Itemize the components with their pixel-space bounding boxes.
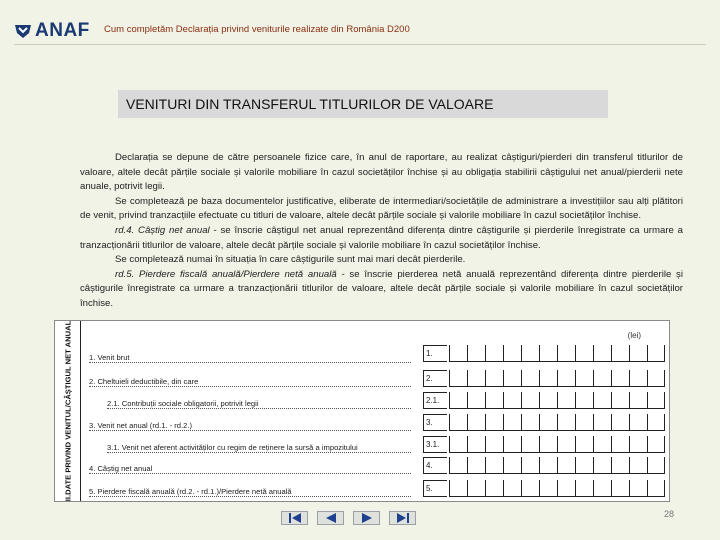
paragraph: rd.5. Pierdere fiscală anuală/Pierdere netă anuală - se înscrie pierderea netă anuală reprezentând diferența dintre pierderile și câștigurile înregistrate ca urmare a tranzacționării titlurilor de valoare, altele decât părțile sociale și valorile mobiliare în cazul societăților închise. <box>80 268 683 309</box>
form-cells <box>449 414 665 431</box>
form-cells <box>449 345 665 362</box>
last-slide-button[interactable] <box>389 511 416 525</box>
anaf-shield-icon <box>14 23 32 39</box>
paragraph: rd.4. Câștig net anual - se înscrie câștigul net anual reprezentând diferența dintre câștigurile și pierderile înregistrate ca urmare a tranzacționării titlurilor de valoare, altele decât părțile sociale și valorile mobiliare în cazul societăților închise. <box>80 224 684 251</box>
next-slide-button[interactable] <box>353 511 380 525</box>
form-cells <box>449 457 665 474</box>
previous-slide-button[interactable] <box>317 511 344 525</box>
form-cells <box>449 370 665 387</box>
paragraph-lead: rd.5. Pierdere fiscală anuală/Pierdere netă anuală <box>115 268 337 280</box>
form-image <box>54 320 670 502</box>
form-row: 4. Câștig net anual <box>89 464 411 474</box>
slide-navigation <box>281 511 416 525</box>
form-row: 3.1. Venit net aferent activităților cu regim de reținere la sursă a impozitului <box>107 443 411 453</box>
row-number: 1. <box>426 349 433 358</box>
page-number: 28 <box>664 509 675 519</box>
paragraph: Declarația se depune de către persoanele fizice care, în anul de raportare, au realizat câștiguri/pierderi din transferul titlurilor de valoare, altele decât părțile sociale și valorile mobiliare în cazul societăților închise și au obligația stabilirii câștigului net anual/pierderii nete anuale, potrivit legii. <box>80 152 683 193</box>
skip-back-icon <box>288 513 302 523</box>
skip-forward-icon <box>396 513 410 523</box>
form-unit: (lei) <box>627 331 641 340</box>
slide-title-text: VENITURI DIN TRANSFERUL TITLURILOR DE VALOARE <box>126 96 494 112</box>
anaf-logo <box>14 20 90 42</box>
form-row: 2. Cheltuieli deductibile, din care <box>89 377 411 387</box>
form-cells <box>449 436 665 453</box>
form-row: 5. Pierdere fiscală anuală (rd.2. - rd.1.)/Pierdere netă anuală <box>89 487 411 497</box>
form-cells <box>449 392 665 409</box>
row-number: 3.1. <box>426 440 440 449</box>
paragraph: Se completează numai în situația în care câștigurile sunt mai mari decât pierderile. <box>115 254 466 266</box>
first-slide-button[interactable] <box>281 511 308 525</box>
header-subtitle: Cum completăm Declarația privind veniturile realizate din România D200 <box>104 24 410 35</box>
form-cells <box>449 480 665 497</box>
row-number: 2.1. <box>426 396 440 405</box>
triangle-right-icon <box>361 513 373 523</box>
paragraph-lead: rd.4. Câștig net anual <box>115 224 210 236</box>
form-row: 1. Venit brut <box>89 353 411 363</box>
row-number: 5. <box>426 484 433 493</box>
form-row: 2.1. Contribuții sociale obligatorii, potrivit legii <box>107 399 411 409</box>
row-number: 2. <box>426 374 433 383</box>
form-section-label: II.DATE PRIVIND VENITUL/CÂȘTIGUL NET ANUAL <box>55 321 81 501</box>
slide-body <box>80 151 683 312</box>
triangle-left-icon <box>325 513 337 523</box>
row-number: 3. <box>426 418 433 427</box>
slide-title <box>118 90 608 118</box>
form-row: 3. Venit net anual (rd.1. - rd.2.) <box>89 421 411 431</box>
paragraph: Se completează pe baza documentelor justificative, eliberate de intermediari/societățile de administrare a investițiilor sau alți plătitori de venit, privind tranzacțiile efectuate cu titluri de valoare, altele decât părțile sociale și valorile mobiliare în cazul societăților închise. <box>80 195 683 222</box>
row-number: 4. <box>426 461 433 470</box>
header-divider <box>14 44 706 45</box>
logo-text: ANAF <box>35 20 90 41</box>
